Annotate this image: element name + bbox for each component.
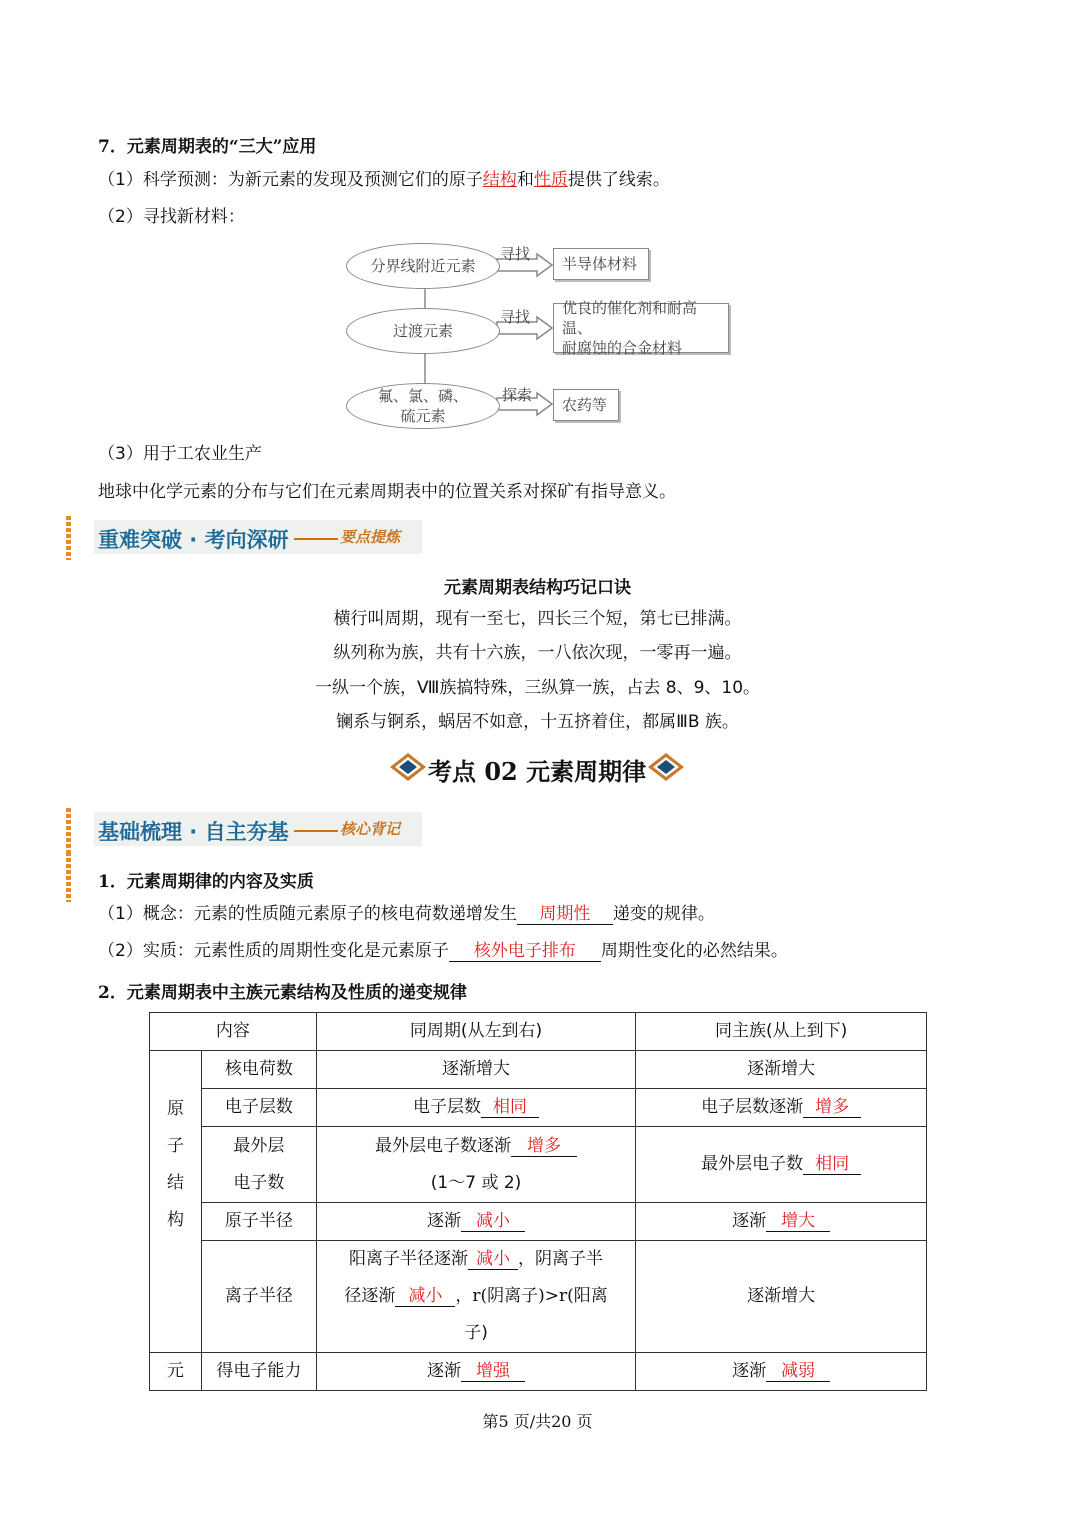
text: 逐渐	[732, 1361, 767, 1381]
kaodian-heading	[388, 747, 688, 787]
text: 逐渐	[427, 1211, 462, 1231]
diagram-target	[553, 299, 729, 357]
banner-dash	[294, 830, 338, 833]
cell-line: (1～7 或 2)	[430, 1172, 522, 1193]
mnemonic-title: 元素周期表结构巧记口诀	[444, 578, 631, 598]
table-header: 同周期(从左到右)	[316, 1013, 636, 1051]
paragraph	[98, 941, 788, 962]
text: 和	[516, 170, 534, 190]
group-char: 结	[166, 1172, 184, 1193]
mnemonic-line: 镧系与锕系，蜗居不如意，十五挤着住，都属ⅢB 族。	[336, 712, 739, 732]
cell	[636, 1089, 927, 1127]
row-label	[201, 1127, 316, 1203]
table-header: 同主族(从上到下)	[636, 1013, 927, 1051]
text: r(阴离子)>r(阳离	[472, 1286, 608, 1306]
row-label: 得电子能力	[201, 1353, 316, 1391]
cell: 逐渐增大	[636, 1051, 927, 1089]
banner-bar	[66, 808, 71, 852]
answer-blank: 增多	[511, 1137, 577, 1157]
arrow-label: 探索	[502, 386, 533, 404]
row-label: 核电荷数	[201, 1051, 316, 1089]
paragraph	[98, 170, 670, 190]
diagram-target: 农药等	[553, 389, 619, 421]
node-line: 氟、氯、磷、	[377, 387, 468, 405]
target-line: 耐腐蚀的合金材料	[562, 339, 683, 357]
paragraph: （3）用于工农业生产	[98, 444, 262, 464]
table-header-row	[150, 1013, 927, 1051]
text: 最外层电子数逐渐	[375, 1135, 512, 1156]
label-line: 最外层	[233, 1135, 285, 1156]
diamond-icon	[388, 752, 428, 782]
table-row	[150, 1051, 927, 1089]
text: （1）概念：元素的性质随元素原子的核电荷数递增发生	[98, 904, 517, 924]
arrow-label: 寻找	[500, 308, 531, 326]
cell	[316, 1241, 636, 1353]
label-line: 电子数	[233, 1172, 285, 1193]
text: 逐渐	[427, 1361, 462, 1381]
page-footer: 第5 页/共20 页	[482, 1412, 593, 1431]
row-label: 电子层数	[201, 1089, 316, 1127]
cell	[316, 1089, 636, 1127]
answer: 性质	[533, 170, 568, 190]
cell	[316, 1127, 636, 1203]
text: （2）实质：元素性质的周期性变化是元素原子	[98, 941, 449, 961]
cell-line	[317, 1241, 636, 1278]
text: 电子层数逐渐	[701, 1097, 804, 1117]
table-row	[150, 1127, 927, 1203]
text: 径逐渐	[344, 1286, 396, 1306]
spacer	[150, 1239, 201, 1313]
cell-line	[317, 1128, 636, 1165]
text: ，	[455, 1286, 473, 1306]
cell: 逐渐增大	[636, 1241, 927, 1353]
table-header: 内容	[150, 1013, 317, 1051]
text: 最外层电子数	[701, 1154, 804, 1174]
table-row	[150, 1241, 927, 1353]
answer-blank: 相同	[481, 1098, 539, 1118]
target-line: 优良的催化剂和耐高温、	[562, 299, 698, 337]
kaodian-title: 考点 02 元素周期律	[428, 757, 647, 786]
banner-subtitle: 要点提炼	[340, 528, 401, 546]
banner-dash	[294, 538, 338, 541]
paragraph: （2）寻找新材料：	[98, 207, 245, 227]
section-title: 2．元素周期表中主族元素结构及性质的递变规律	[98, 983, 467, 1003]
cell	[316, 1353, 636, 1391]
cell	[636, 1203, 927, 1241]
answer-blank: 核外电子排布	[449, 942, 601, 962]
answer-blank: 减弱	[766, 1362, 830, 1382]
mnemonic-line: 一纵一个族，Ⅷ族搞特殊，三纵算一族，占去 8、9、10。	[314, 678, 761, 698]
answer-blank: 增大	[766, 1212, 830, 1232]
group-char: 构	[166, 1209, 184, 1230]
diagram-target: 半导体材料	[553, 248, 649, 280]
answer-blank: 减小	[395, 1287, 455, 1307]
cell-line: 子)	[464, 1323, 488, 1343]
table-row	[150, 1353, 927, 1391]
group-label	[150, 1051, 202, 1353]
text: 电子层数	[413, 1097, 482, 1117]
text: 阳离子半径逐渐	[349, 1249, 469, 1269]
mnemonic-line: 横行叫周期，现有一至七，四长三个短，第七已排满。	[333, 609, 742, 629]
diagram-node	[346, 383, 500, 429]
text: 周期性变化的必然结果。	[600, 941, 788, 961]
answer-blank: 减小	[461, 1212, 525, 1232]
row-label: 离子半径	[201, 1241, 316, 1353]
arrow-label: 寻找	[500, 245, 531, 263]
node-line: 硫元素	[400, 407, 446, 425]
answer-blank: 相同	[803, 1155, 861, 1175]
banner-subtitle: 核心背记	[340, 820, 401, 838]
section-title: 7．元素周期表的“三大”应用	[98, 137, 317, 157]
banner-title: 基础梳理 · 自主夯基	[98, 820, 289, 844]
cell	[636, 1127, 927, 1203]
table-row	[150, 1089, 927, 1127]
section-banner	[66, 516, 426, 560]
answer-blank: 增多	[803, 1098, 861, 1118]
banner-bar	[66, 852, 71, 902]
cell	[316, 1203, 636, 1241]
trend-table	[149, 1012, 927, 1391]
paragraph	[98, 904, 715, 925]
group-char: 原	[166, 1098, 184, 1119]
answer-blank: 周期性	[517, 905, 613, 925]
cell-line	[317, 1278, 636, 1315]
banner-bar	[66, 516, 71, 560]
banner-title: 重难突破 · 考向深研	[98, 528, 289, 552]
cell: 逐渐增大	[316, 1051, 636, 1089]
table-row	[150, 1203, 927, 1241]
diamond-icon	[646, 752, 686, 782]
text: （1）科学预测：为新元素的发现及预测它们的原子	[98, 170, 483, 190]
diagram-node: 分界线附近元素	[346, 243, 500, 289]
text: 逐渐	[732, 1211, 767, 1231]
section-banner	[66, 808, 426, 852]
diagram-node: 过渡元素	[346, 308, 500, 354]
cell	[636, 1353, 927, 1391]
group-char: 子	[166, 1135, 184, 1156]
text: 提供了线索。	[567, 170, 670, 190]
answer: 结构	[482, 170, 517, 190]
answer-blank: 增强	[461, 1362, 525, 1382]
text: 递变的规律。	[612, 904, 715, 924]
mnemonic-line: 纵列称为族，共有十六族，一八依次现，一零再一遍。	[333, 643, 742, 663]
paragraph: 地球中化学元素的分布与它们在元素周期表中的位置关系对探矿有指导意义。	[98, 482, 676, 502]
answer-blank: 减小	[468, 1250, 518, 1270]
section-title: 1．元素周期律的内容及实质	[98, 872, 314, 892]
row-label: 原子半径	[201, 1203, 316, 1241]
text: ，阴离子半	[518, 1249, 604, 1269]
group-label: 元	[150, 1353, 202, 1391]
